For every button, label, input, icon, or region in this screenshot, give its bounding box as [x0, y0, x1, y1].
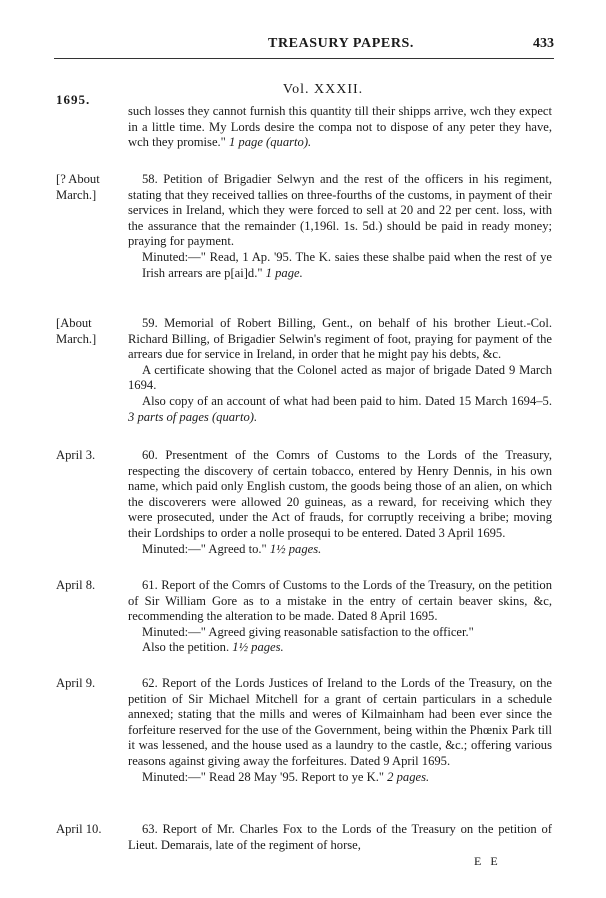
entry-date: [? About March.]: [56, 172, 100, 202]
entry-extra: Also copy of an account of what had been paid to him. Dated 15 March 1694–5.: [142, 393, 552, 408]
continuation-block: [128, 104, 552, 151]
entry-text: 62. Report of the Lords Justices of Ireland to the Lords of the Treasury, on the petition of Sir Michael Mitchell for a grant of certain particulars in a schedule annexed; stating that the mills and weres of Kilmainham had been ever since the forfeiture reserved for the use of the Government, being within the Phœnix Park till it was lessened, and the house used as a laundry to the castle, &c.; offering various reasons against giving away the forfeitures. Dated 9 April 1695.: [128, 676, 552, 768]
entry-pages: 1½ pages.: [232, 640, 284, 655]
entry-text: 63. Report of Mr. Charles Fox to the Lords of the Treasury on the petition of Lieut. Demarais, late of the regiment of horse,: [128, 822, 552, 852]
entry-extra: Also the petition.: [142, 640, 230, 655]
volume-label: Vol. XXXII.: [282, 82, 364, 97]
entry-text: 61. Report of the Comrs of Customs to the Lords of the Treasury, on the petition of Sir William Gore as to a mistake in the entry of certain beaver skins, &c, recommending the alteration to be made. Dated 8 April 1695.: [128, 578, 552, 624]
entry-63: [128, 822, 552, 853]
entry-60: [128, 448, 552, 557]
header-rule: [54, 58, 554, 59]
entry-date: April 10.: [56, 822, 102, 836]
entry-61: [128, 578, 552, 656]
entry-62: [128, 676, 552, 785]
entry-extra: A certificate showing that the Colonel acted as major of brigade Dated 9 March 1694.: [128, 362, 552, 393]
entry-pages: 3 parts of pages (quarto).: [128, 409, 258, 424]
entry-pages: 2 pages.: [387, 769, 430, 784]
continuation-pages: 1 page (quarto).: [228, 135, 312, 150]
page-number: 433: [533, 36, 554, 51]
entry-minute: Minuted:—" Agreed giving reasonable satisfaction to the officer.": [142, 624, 474, 639]
entry-text: 60. Presentment of the Comrs of Customs to the Lords of the Treasury, respecting the discovery of certain tobacco, entered by Henry Dennis, in his own name, which paid only English custom, the goods being those of an alien, on which the discoverers were allowed 20 guineas, as a reward, for receiving which they were prosecuted, under the Act of frauds, for corruptly receiving a bribe; moving their Lordships to order a nolle prosequi to be entered. Dated 3 April 1695.: [128, 448, 552, 540]
entry-pages: 1½ pages.: [269, 541, 322, 556]
entry-59: [128, 316, 552, 425]
year-label: 1695.: [56, 92, 91, 107]
entry-date: [About March.]: [56, 316, 97, 346]
entry-date: April 8.: [56, 578, 96, 592]
entry-58: [128, 172, 552, 281]
entry-pages: 1 page.: [265, 265, 303, 280]
entry-minute: Minuted:—" Read, 1 Ap. '95. The K. saies these shalbe paid when the rest of ye Irish arrears are p[ai]d.": [142, 249, 552, 280]
entry-text: 58. Petition of Brigadier Selwyn and the rest of the officers in his regiment, stating that they received tallies on three-fourths of the customs, in payment of their services in Ireland, which they were forced to sell at 20 and 22 per cent. loss, with the assurance that the remainder (1,196l. 1s. 5d.) should be paid in ready money; praying for payment.: [128, 172, 552, 249]
entry-date: April 9.: [56, 676, 96, 690]
running-title: TREASURY PAPERS.: [268, 36, 415, 51]
entry-text: 59. Memorial of Robert Billing, Gent., on behalf of his brother Lieut.-Col. Richard Billing, of Brigadier Selwin's regiment of foot, praying for payment of the arrears due for service in Ireland, in order that he might pay his debts, &c.: [128, 316, 552, 362]
entry-date: April 3.: [56, 448, 96, 462]
signature-mark: E E: [474, 854, 501, 868]
entry-minute: Minuted:—" Read 28 May '95. Report to ye K.": [142, 769, 385, 784]
continuation-text: such losses they cannot furnish this quantity till their shipps arrive, wch they expect in a little time. My Lords desire the compa not to dispose of any peter they have, wch they promise.": [128, 104, 552, 150]
entry-minute: Minuted:—" Agreed to.": [142, 541, 267, 556]
